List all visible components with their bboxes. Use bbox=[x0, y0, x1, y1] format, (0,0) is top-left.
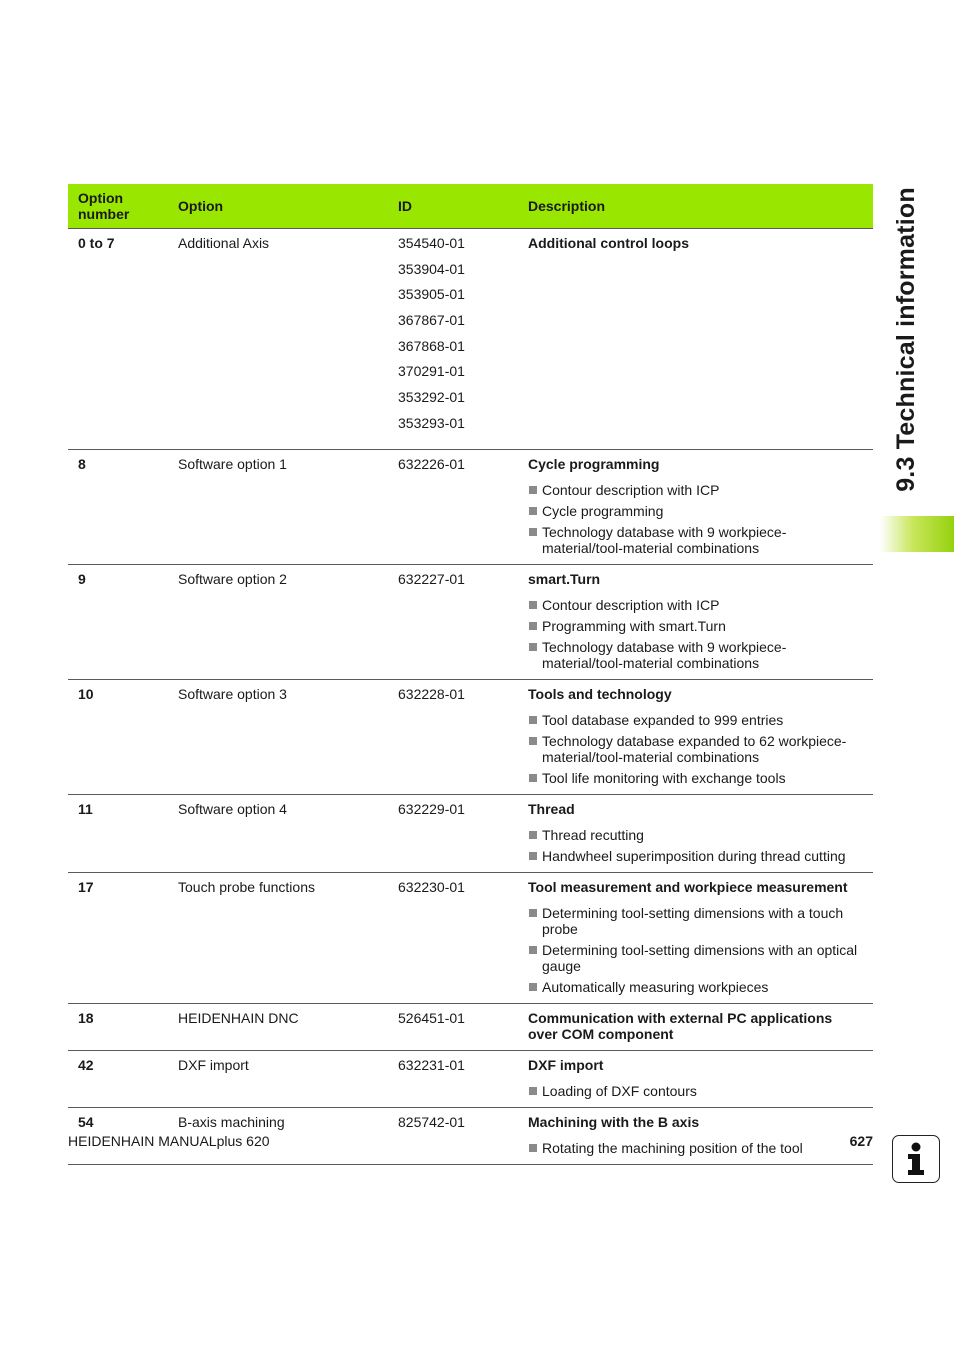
header-description: Description bbox=[518, 184, 873, 229]
header-id: ID bbox=[388, 184, 518, 229]
option-id: 370291-01 bbox=[398, 363, 465, 380]
description-title: Cycle programming bbox=[528, 455, 660, 472]
description-title: Thread bbox=[528, 800, 575, 817]
option-id: 632228-01 bbox=[398, 685, 465, 702]
option-id: 353293-01 bbox=[398, 414, 465, 431]
option-name-cell: Software option 2 bbox=[168, 564, 388, 679]
option-name-cell: Software option 3 bbox=[168, 679, 388, 794]
description-bullet: Contour description with ICP bbox=[528, 482, 865, 498]
info-i-glyph bbox=[901, 1141, 931, 1177]
option-number-cell: 10 bbox=[68, 679, 168, 794]
option-id: 632227-01 bbox=[398, 570, 465, 587]
description-bullet: Rotating the machining position of the tool bbox=[528, 1140, 865, 1156]
description-bullet: Programming with smart.Turn bbox=[528, 618, 865, 634]
option-id-cell bbox=[388, 229, 518, 450]
option-id-cell bbox=[388, 564, 518, 679]
option-number-cell: 11 bbox=[68, 794, 168, 872]
description-bullet: Loading of DXF contours bbox=[528, 1083, 865, 1099]
option-number-cell: 8 bbox=[68, 449, 168, 564]
table-header-row bbox=[68, 184, 873, 229]
option-description-cell bbox=[518, 229, 873, 450]
option-name-cell: Additional Axis bbox=[168, 229, 388, 450]
option-id: 632229-01 bbox=[398, 800, 465, 817]
description-title: Communication with external PC applications over COM component bbox=[528, 1009, 833, 1042]
info-i-icon bbox=[892, 1135, 940, 1183]
chapter-side-heading bbox=[876, 184, 936, 494]
option-id-cell bbox=[388, 872, 518, 1003]
description-title: DXF import bbox=[528, 1056, 604, 1073]
footer-page-number: 627 bbox=[849, 1133, 873, 1149]
description-bullet-list bbox=[528, 482, 865, 556]
description-bullet: Technology database with 9 workpiece-material/tool-material combinations bbox=[528, 524, 865, 556]
chapter-tab-marker bbox=[880, 516, 954, 552]
description-bullet: Automatically measuring workpieces bbox=[528, 979, 865, 995]
table-row bbox=[68, 1003, 873, 1050]
option-id: 353292-01 bbox=[398, 389, 465, 406]
option-id: 367868-01 bbox=[398, 337, 465, 354]
option-id: 367867-01 bbox=[398, 312, 465, 329]
description-bullet-list bbox=[528, 1083, 865, 1099]
option-number-cell: 0 to 7 bbox=[68, 229, 168, 450]
description-bullet: Handwheel superimposition during thread cutting bbox=[528, 848, 865, 864]
option-description-cell bbox=[518, 564, 873, 679]
table-row bbox=[68, 564, 873, 679]
description-bullet-list bbox=[528, 905, 865, 995]
option-name-cell: B-axis machining bbox=[168, 1107, 388, 1164]
description-bullet: Cycle programming bbox=[528, 503, 865, 519]
option-number-cell: 42 bbox=[68, 1050, 168, 1107]
description-bullet: Technology database expanded to 62 workpiece-material/tool-material combinations bbox=[528, 733, 865, 765]
option-description-cell bbox=[518, 872, 873, 1003]
software-options-table bbox=[68, 184, 873, 1165]
table-row bbox=[68, 872, 873, 1003]
option-description-cell bbox=[518, 1050, 873, 1107]
header-option-number: Option number bbox=[68, 184, 168, 229]
option-name-cell: DXF import bbox=[168, 1050, 388, 1107]
header-option: Option bbox=[168, 184, 388, 229]
description-title: smart.Turn bbox=[528, 570, 601, 587]
option-id-cell bbox=[388, 1107, 518, 1164]
option-name-cell: HEIDENHAIN DNC bbox=[168, 1003, 388, 1050]
table-row bbox=[68, 679, 873, 794]
description-title: Machining with the B axis bbox=[528, 1113, 700, 1130]
option-description-cell bbox=[518, 449, 873, 564]
option-id: 632230-01 bbox=[398, 878, 465, 895]
option-id-cell bbox=[388, 449, 518, 564]
description-title: Tools and technology bbox=[528, 685, 672, 702]
description-bullet-list bbox=[528, 827, 865, 864]
option-id-cell bbox=[388, 1003, 518, 1050]
option-description-cell bbox=[518, 794, 873, 872]
chapter-side-heading-text: 9.3 Technical information bbox=[891, 186, 920, 492]
table-body bbox=[68, 229, 873, 1165]
option-id: 526451-01 bbox=[398, 1009, 465, 1026]
table-row bbox=[68, 1050, 873, 1107]
description-title: Tool measurement and workpiece measurement bbox=[528, 878, 848, 895]
option-number-cell: 18 bbox=[68, 1003, 168, 1050]
option-name-cell: Software option 1 bbox=[168, 449, 388, 564]
option-description-cell bbox=[518, 1003, 873, 1050]
option-number-cell: 9 bbox=[68, 564, 168, 679]
option-name-cell: Touch probe functions bbox=[168, 872, 388, 1003]
description-bullet: Determining tool-setting dimensions with a touch probe bbox=[528, 905, 865, 937]
option-id-cell bbox=[388, 794, 518, 872]
option-id: 632226-01 bbox=[398, 455, 465, 472]
description-bullet-list bbox=[528, 712, 865, 786]
description-bullet: Technology database with 9 workpiece-material/tool-material combinations bbox=[528, 639, 865, 671]
option-id: 353905-01 bbox=[398, 286, 465, 303]
description-bullet: Tool life monitoring with exchange tools bbox=[528, 770, 865, 786]
option-name-cell: Software option 4 bbox=[168, 794, 388, 872]
table-row bbox=[68, 794, 873, 872]
option-id: 354540-01 bbox=[398, 235, 465, 251]
description-bullet: Tool database expanded to 999 entries bbox=[528, 712, 865, 728]
description-title: Additional control loops bbox=[528, 235, 689, 251]
option-id: 632231-01 bbox=[398, 1056, 465, 1073]
option-number-cell: 54 bbox=[68, 1107, 168, 1164]
description-bullet: Contour description with ICP bbox=[528, 597, 865, 613]
option-description-cell bbox=[518, 679, 873, 794]
option-id-cell bbox=[388, 1050, 518, 1107]
option-number-cell: 17 bbox=[68, 872, 168, 1003]
description-bullet: Determining tool-setting dimensions with an optical gauge bbox=[528, 942, 865, 974]
option-id-cell bbox=[388, 679, 518, 794]
table-row bbox=[68, 229, 873, 450]
option-id: 353904-01 bbox=[398, 260, 465, 277]
table-row bbox=[68, 449, 873, 564]
option-id: 825742-01 bbox=[398, 1113, 465, 1130]
description-bullet: Thread recutting bbox=[528, 827, 865, 843]
footer-publication: HEIDENHAIN MANUALplus 620 bbox=[68, 1133, 270, 1149]
description-bullet-list bbox=[528, 597, 865, 671]
